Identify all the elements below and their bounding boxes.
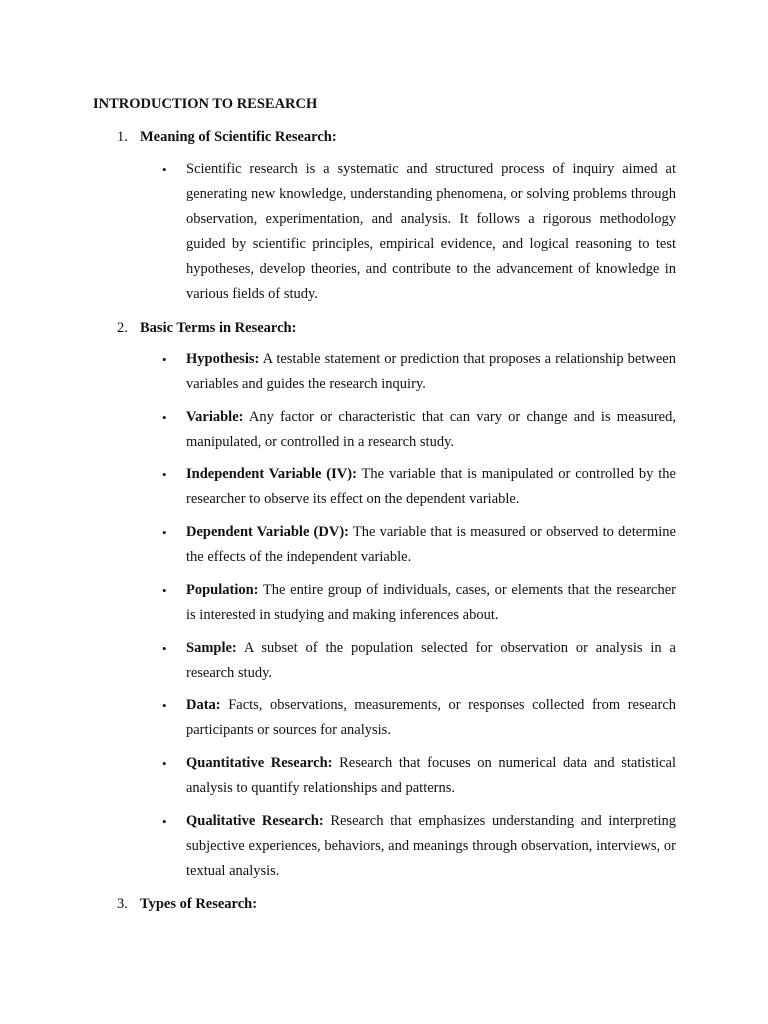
bullet-icon: •: [162, 814, 167, 829]
section-heading-types: [117, 895, 257, 913]
list-item: [162, 520, 676, 570]
bullet-icon: •: [162, 525, 167, 540]
bullet-icon: •: [162, 583, 167, 598]
list-item: [162, 405, 676, 455]
list-item-body: [186, 809, 676, 884]
section-heading-basic-terms: [117, 319, 296, 337]
bullet-icon: •: [162, 641, 167, 656]
term-definition: Facts, observations, measurements, or responses collected from research participants or sources for analysis.: [186, 697, 676, 738]
list-item-body: [186, 693, 676, 743]
section-title: Basic Terms in Research:: [140, 320, 297, 336]
term-definition: A subset of the population selected for observation or analysis in a research study.: [186, 640, 676, 681]
section-heading-meaning: [117, 128, 337, 146]
list-item: [162, 157, 676, 307]
section-title: Types of Research:: [140, 896, 258, 912]
list-item-body: [186, 157, 676, 307]
bullet-icon: •: [162, 756, 167, 771]
term-definition: Research that emphasizes understanding and interpreting subjective experiences, behaviors, and meanings through observation, interviews, or textual analysis.: [186, 813, 676, 879]
bullet-icon: •: [162, 698, 167, 713]
section-number: 3.: [117, 896, 128, 912]
list-item: [162, 578, 676, 628]
term-label: Dependent Variable (DV):: [186, 524, 349, 540]
section-title: Meaning of Scientific Research:: [140, 129, 337, 145]
bullet-icon: •: [162, 162, 167, 177]
list-item-body: [186, 636, 676, 686]
term-label: Population:: [186, 582, 259, 598]
page-title: INTRODUCTION TO RESEARCH: [93, 96, 318, 112]
list-item-body: [186, 520, 676, 570]
list-item: [162, 636, 676, 686]
list-item-body: [186, 405, 676, 455]
list-item: [162, 347, 676, 397]
bullet-icon: •: [162, 410, 167, 425]
list-item: [162, 809, 676, 884]
term-label: Hypothesis:: [186, 351, 260, 367]
term-definition: The variable that is manipulated or controlled by the researcher to observe its effect on the dependent variable.: [186, 466, 676, 507]
term-label: Variable:: [186, 409, 244, 425]
term-definition: The variable that is measured or observed to determine the effects of the independent variable.: [186, 524, 676, 565]
term-label: Data:: [186, 697, 221, 713]
term-label: Quantitative Research:: [186, 755, 333, 771]
section-number: 1.: [117, 129, 128, 145]
term-definition: Any factor or characteristic that can vary or change and is measured, manipulated, or controlled in a research study.: [186, 409, 676, 450]
term-definition: The entire group of individuals, cases, or elements that the researcher is interested in studying and making inferences about.: [186, 582, 676, 623]
term-definition: A testable statement or prediction that proposes a relationship between variables and guides the research inquiry.: [186, 351, 676, 392]
list-item-body: [186, 347, 676, 397]
list-item: [162, 693, 676, 743]
term-label: Independent Variable (IV):: [186, 466, 357, 482]
bullet-icon: •: [162, 467, 167, 482]
list-item-text: Scientific research is a systematic and structured process of inquiry aimed at generating new knowledge, understanding phenomena, or solving problems through observation, experimentation, and analysis. It follows a rigorous methodology guided by scientific principles, empirical evidence, and logical reasoning to test hypotheses, develop theories, and contribute to the advancement of knowledge in various fields of study.: [186, 161, 676, 302]
term-label: Sample:: [186, 640, 237, 656]
list-item-body: [186, 578, 676, 628]
list-item-body: [186, 751, 676, 801]
list-item-body: [186, 462, 676, 512]
term-definition: Research that focuses on numerical data and statistical analysis to quantify relationships and patterns.: [186, 755, 677, 796]
list-item: [162, 751, 676, 801]
list-item: [162, 462, 676, 512]
section-number: 2.: [117, 320, 128, 336]
term-label: Qualitative Research:: [186, 813, 324, 829]
bullet-icon: •: [162, 352, 167, 367]
